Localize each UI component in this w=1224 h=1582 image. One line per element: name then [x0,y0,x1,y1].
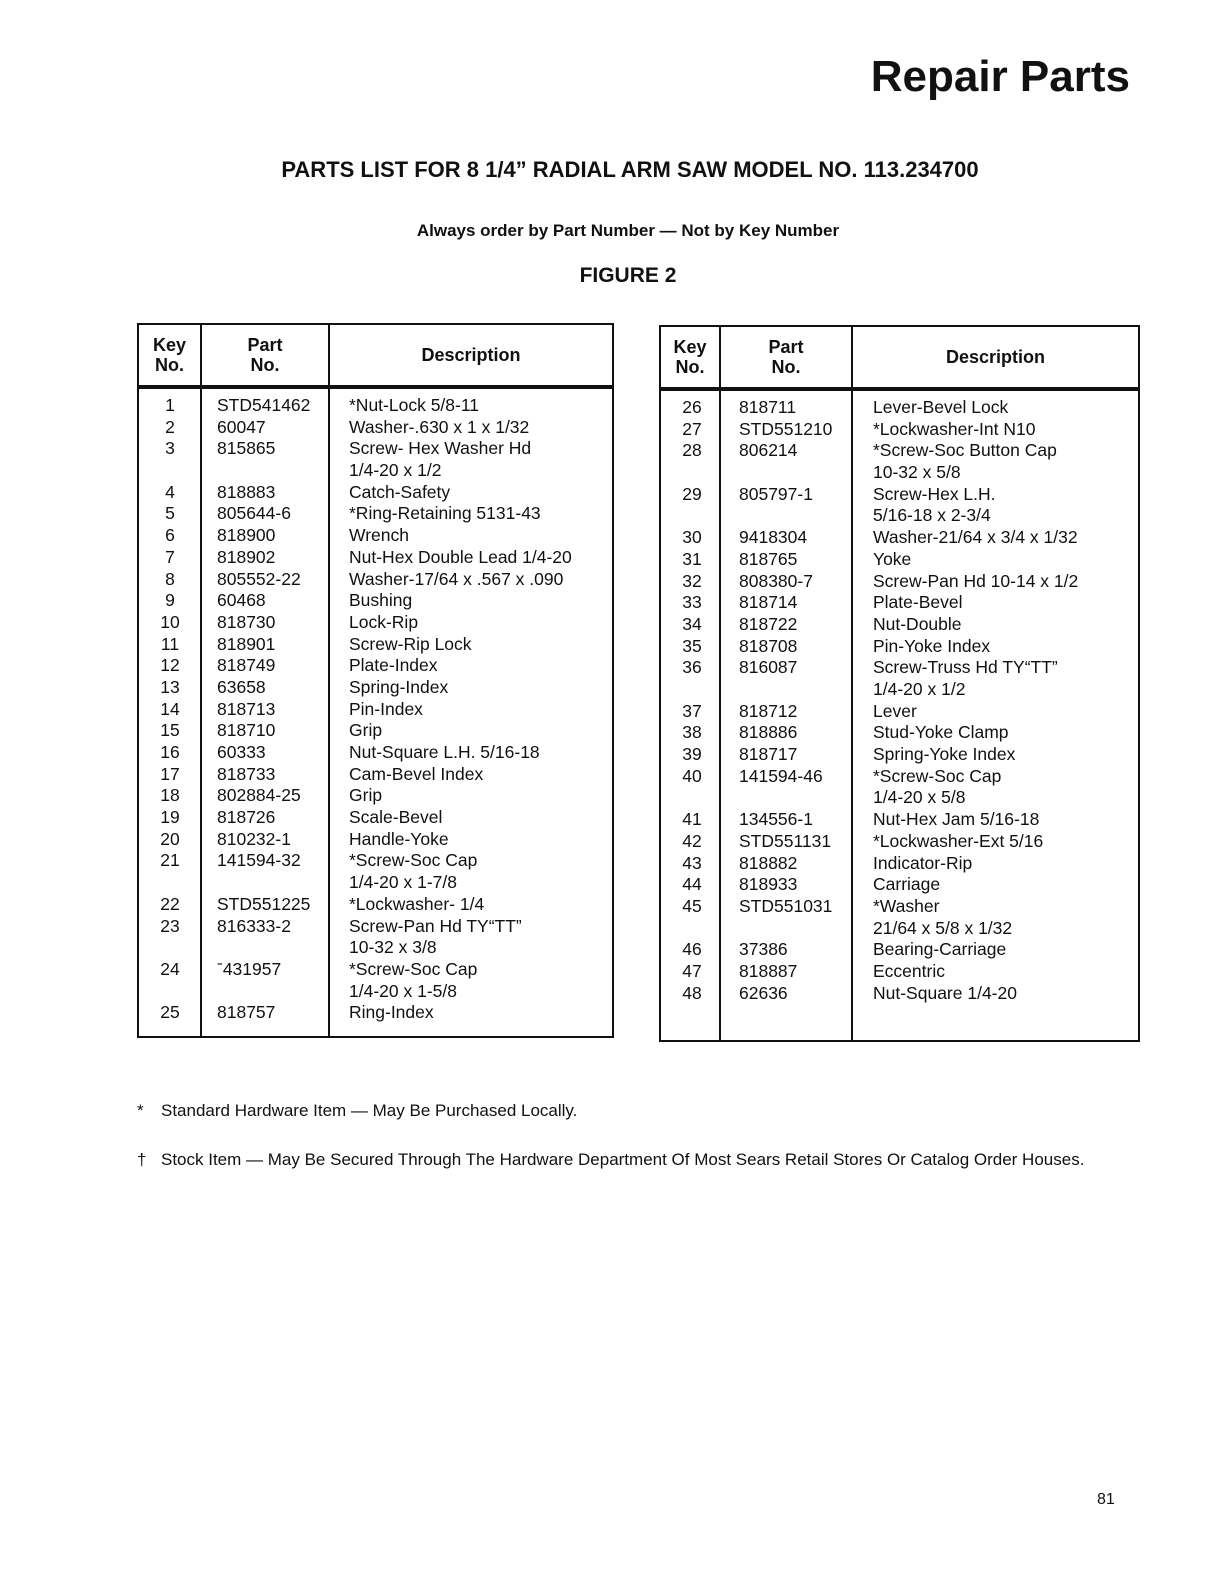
table-row [139,829,612,851]
key-number: 11 [160,633,180,654]
description-line: Wrench [349,525,409,546]
description-line: *Screw-Soc Cap [873,765,1002,786]
key-number: 47 [682,960,702,981]
key-number: 17 [160,763,180,784]
part-description [873,549,911,571]
key-number: 22 [160,893,180,914]
part-description [873,853,972,875]
asterisk-symbol: * [137,1101,144,1120]
table-row [139,525,612,547]
table-row [661,983,1138,1005]
key-number: 35 [682,635,702,656]
description-line: Nut-Square 1/4-20 [873,982,1017,1003]
table-row [661,549,1138,571]
table-row [661,744,1138,766]
part-number: 62636 [739,982,788,1003]
description-line-2: 1/4-20 x 5/8 [873,787,966,808]
key-number: 45 [682,895,702,916]
key-number: 9 [165,590,175,611]
part-description [873,614,962,636]
description-line: Plate-Bevel [873,592,963,613]
part-description [349,894,484,916]
part-number: 808380-7 [739,570,813,591]
table-row [661,419,1138,441]
table-row [139,699,612,721]
part-number: 806214 [739,440,798,461]
part-number: 60468 [217,590,266,611]
key-number: 21 [160,850,180,871]
key-number: 41 [682,809,702,830]
table-row [661,592,1138,614]
parts-table-right [659,325,1140,1042]
key-number: 8 [165,568,175,589]
description-line-2: 1/4-20 x 1-7/8 [349,872,457,893]
key-number: 40 [682,765,702,786]
description-line: Screw-Truss Hd TY“TT” [873,657,1058,678]
key-number: 34 [682,613,702,634]
part-number: STD541462 [217,395,311,415]
part-description [349,850,477,893]
part-number: 818708 [739,635,798,656]
part-description [873,397,1008,419]
part-number: 815865 [217,438,276,459]
description-line: Screw- Hex Washer Hd [349,438,532,459]
part-number: 141594-46 [739,765,823,786]
footnote-text: Standard Hardware Item — May Be Purchased Locally. [161,1101,578,1120]
key-number: 15 [160,720,180,741]
description-line: Spring-Yoke Index [873,744,1016,765]
description-line: Spring-Index [349,676,449,697]
description-line: *Lockwasher-Ext 5/16 [873,830,1044,851]
description-line: Cam-Bevel Index [349,763,484,784]
key-no-header: Key No. [152,335,187,375]
description-line: Screw-Hex L.H. [873,483,996,504]
part-description [349,742,540,764]
part-number: 818733 [217,763,276,784]
part-description [349,829,449,851]
key-number: 1 [165,395,175,415]
footnote-text: Stock Item — May Be Secured Through The Hardware Department Of Most Sears Retail Stores Or Catalog Order Houses. [161,1150,1085,1169]
description-line: Scale-Bevel [349,807,443,828]
parts-table-left [137,323,614,1038]
table-row [139,634,612,656]
key-number: 26 [682,397,702,417]
part-number: 805552-22 [217,568,301,589]
description-line: *Nut-Lock 5/8-11 [349,395,480,415]
key-number: 46 [682,939,702,960]
part-description [349,764,483,786]
table-row [139,894,612,916]
description-line: Catch-Safety [349,481,451,502]
table-row [139,417,612,439]
table-row [661,440,1138,483]
table-row [661,614,1138,636]
part-description [349,959,477,1002]
key-number: 7 [165,546,175,567]
table-row [661,896,1138,939]
order-note: Always order by Part Number — Not by Key Number [416,221,840,240]
table-row [661,853,1138,875]
description-line: Nut-Hex Jam 5/16-18 [873,809,1040,830]
key-number: 42 [682,830,702,851]
part-description [873,592,963,614]
part-description [349,1002,434,1024]
table-row [139,438,612,481]
key-number: 23 [160,915,180,936]
part-number: STD551031 [739,895,833,916]
part-number: 818749 [217,655,276,676]
part-description [873,419,1035,441]
description-line-2: 5/16-18 x 2-3/4 [873,505,991,526]
part-description [873,527,1078,549]
table-row [661,939,1138,961]
dagger-symbol: † [137,1150,147,1169]
part-description [873,983,1017,1005]
part-description [349,503,541,525]
part-description [349,547,572,569]
part-description [349,699,423,721]
part-number: 818900 [217,525,276,546]
table-row [139,503,612,525]
key-number: 24 [160,958,180,979]
description-line-2: 10-32 x 3/8 [349,937,437,958]
part-number: 9418304 [739,527,808,548]
description-header: Description [945,347,1046,367]
table-row [139,395,612,417]
part-number: 818886 [739,722,798,743]
description-line: *Screw-Soc Button Cap [873,440,1057,461]
part-description [349,720,382,742]
part-description [873,809,1039,831]
key-number: 32 [682,570,702,591]
key-number: 25 [160,1002,180,1023]
key-number: 6 [165,525,175,546]
part-number: 63658 [217,676,266,697]
description-line: Ring-Index [349,1002,434,1023]
table-row [139,764,612,786]
part-number: 37386 [739,939,788,960]
table-row [139,742,612,764]
table-row [139,677,612,699]
table-header [661,327,1138,391]
table-row [139,590,612,612]
part-number: 816087 [739,657,798,678]
part-description [873,701,917,723]
key-number: 30 [682,527,702,548]
key-number: 29 [682,483,702,504]
description-line: Screw-Rip Lock [349,633,472,654]
description-line: Nut-Square L.H. 5/16-18 [349,742,540,763]
table-row [661,657,1138,700]
table-body [139,395,612,1036]
part-number: 818712 [739,700,798,721]
part-number: 60047 [217,416,266,437]
description-line: *Lockwasher-Int N10 [873,418,1036,439]
description-line: Washer-.630 x 1 x 1/32 [349,416,530,437]
part-description [349,417,529,439]
description-line-2: 1/4-20 x 1-5/8 [349,980,457,1001]
part-number: 818883 [217,481,276,502]
part-description [873,831,1043,853]
key-number: 48 [682,982,702,1003]
key-number: 38 [682,722,702,743]
table-row [661,527,1138,549]
part-number: 818902 [217,546,276,567]
part-description [349,677,448,699]
part-description [873,874,940,896]
description-header: Description [421,345,521,365]
table-row [139,785,612,807]
part-description [349,482,450,504]
part-number: 818714 [739,592,798,613]
part-description [873,484,996,527]
part-number: STD551131 [739,830,832,851]
table-row [661,397,1138,419]
part-description [349,395,479,417]
description-line: *Lockwasher- 1/4 [349,893,485,914]
table-row [661,961,1138,983]
description-line-2: 1/4-20 x 1/2 [349,460,442,481]
part-description [873,657,1058,700]
part-number: 134556-1 [739,809,813,830]
part-number: STD551210 [739,418,833,439]
key-number: 28 [682,440,702,461]
table-row [661,809,1138,831]
key-number: 12 [160,655,180,676]
part-description [873,744,1015,766]
part-description [873,961,945,983]
part-description [873,939,1006,961]
part-number: 818730 [217,611,276,632]
part-description [349,438,531,481]
parts-list-heading: PARTS LIST FOR 8 1/4” RADIAL ARM SAW MODEL NO. 113.234700 [281,157,979,182]
description-line-2: 10-32 x 5/8 [873,462,961,483]
description-line: *Screw-Soc Cap [349,850,478,871]
table-row [139,807,612,829]
part-description [349,569,563,591]
key-number: 20 [160,828,180,849]
description-line: Grip [349,785,383,806]
part-number: 818711 [739,397,797,417]
table-row [139,612,612,634]
description-line: Lever [873,700,917,721]
description-line: Indicator-Rip [873,852,973,873]
part-number: 818710 [217,720,276,741]
key-no-header: Key No. [673,337,707,377]
key-number: 4 [165,481,175,502]
part-number: 805797-1 [739,483,813,504]
part-description [873,440,1057,483]
part-description [349,807,442,829]
description-line: Stud-Yoke Clamp [873,722,1009,743]
table-row [139,547,612,569]
part-description [349,785,382,807]
table-row [661,722,1138,744]
table-row [661,831,1138,853]
key-number: 13 [160,676,180,697]
key-number: 19 [160,807,180,828]
part-description [349,590,412,612]
page-number: 81 [1097,1491,1115,1508]
key-number: 43 [682,852,702,873]
description-line: Carriage [873,874,941,895]
table-row [661,636,1138,658]
description-line: Bushing [349,590,413,611]
part-number: 818722 [739,613,798,634]
part-number: 818717 [739,744,798,765]
part-number: ˉ431957 [217,958,282,979]
description-line: Bearing-Carriage [873,939,1007,960]
table-row [661,484,1138,527]
key-number: 31 [682,548,702,569]
part-no-header: Part No. [768,337,804,377]
key-number: 18 [160,785,180,806]
part-description [873,636,990,658]
description-line: Nut-Hex Double Lead 1/4-20 [349,546,572,567]
part-number: 818757 [217,1002,276,1023]
description-line: *Washer [873,895,940,916]
key-number: 3 [165,438,175,459]
description-line-2: 21/64 x 5/8 x 1/32 [873,917,1013,938]
part-number: 60333 [217,742,266,763]
part-number: 818713 [217,698,276,719]
description-line: Plate-Index [349,655,438,676]
part-no-header: Part No. [247,335,283,375]
table-header [139,325,612,389]
key-number: 16 [160,742,180,763]
part-description [349,916,522,959]
table-row [139,720,612,742]
key-number: 27 [682,418,702,439]
description-line: Pin-Yoke Index [873,635,991,656]
part-description [873,896,1012,939]
key-number: 44 [682,874,702,895]
key-number: 5 [165,503,175,524]
table-row [139,482,612,504]
description-line: *Ring-Retaining 5131-43 [349,503,541,524]
description-line: Lever-Bevel Lock [873,397,1009,417]
description-line: Washer-17/64 x .567 x .090 [349,568,564,589]
part-description [349,525,409,547]
part-number: 818887 [739,960,798,981]
figure-label: FIGURE 2 [579,264,677,287]
part-number: 818726 [217,807,276,828]
table-row [139,916,612,959]
key-number: 39 [682,744,702,765]
table-row [139,655,612,677]
part-number: 818882 [739,852,798,873]
key-number: 10 [160,611,180,632]
part-number: 141594-32 [217,850,301,871]
table-row [661,766,1138,809]
table-body [661,397,1138,1040]
description-line: *Screw-Soc Cap [349,958,478,979]
page-title: Repair Parts [870,52,1130,101]
part-description [873,766,1001,809]
table-row [139,959,612,1002]
part-number: 810232-1 [217,828,291,849]
description-line: Nut-Double [873,613,962,634]
description-line: Screw-Pan Hd TY“TT” [349,915,522,936]
description-line: Eccentric [873,960,945,981]
part-description [349,634,472,656]
part-number: 805644-6 [217,503,291,524]
description-line-2: 1/4-20 x 1/2 [873,678,966,699]
part-description [349,612,418,634]
description-line: Handle-Yoke [349,828,449,849]
part-description [873,722,1009,744]
key-number: 36 [682,657,702,678]
table-row [139,1002,612,1024]
table-row [139,850,612,893]
description-line: Screw-Pan Hd 10-14 x 1/2 [873,570,1079,591]
table-row [661,571,1138,593]
key-number: 2 [165,416,175,437]
table-row [661,874,1138,896]
key-number: 14 [160,698,180,719]
key-number: 37 [682,700,702,721]
part-description [873,571,1078,593]
table-row [661,701,1138,723]
description-line: Washer-21/64 x 3/4 x 1/32 [873,527,1078,548]
part-number: 818933 [739,874,798,895]
description-line: Yoke [873,548,912,569]
part-number: 818901 [217,633,276,654]
part-number: STD551225 [217,893,311,914]
description-line: Grip [349,720,383,741]
part-number: 802884-25 [217,785,301,806]
part-description [349,655,438,677]
part-number: 816333-2 [217,915,291,936]
key-number: 33 [682,592,702,613]
part-number: 818765 [739,548,798,569]
description-line: Pin-Index [349,698,423,719]
description-line: Lock-Rip [349,611,419,632]
table-row [139,569,612,591]
